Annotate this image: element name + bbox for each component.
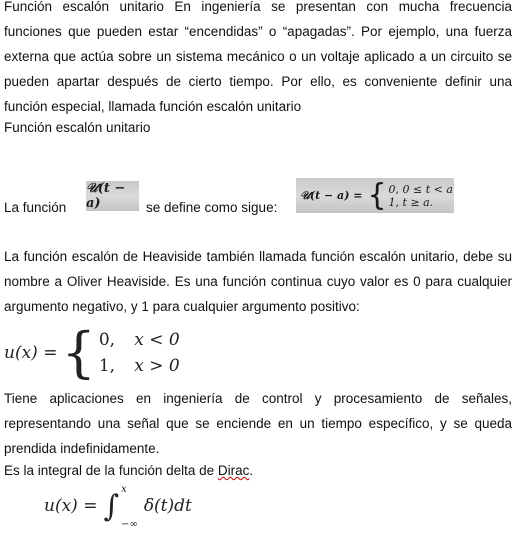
integral-limits (121, 484, 138, 530)
step-symbol-text: 𝒰(t − a) (86, 181, 126, 211)
section-heading: Función escalón unitario (4, 120, 151, 135)
heaviside-case-1 (99, 327, 180, 353)
applications-paragraph: Tiene aplicaciones en ingeniería de control y procesamiento de señales, representando una señal que se enciende en un tiempo específico, y se queda prendida indefinidamente. (4, 391, 512, 456)
definition-suffix: se define como sigue: (146, 200, 278, 215)
heaviside-lhs: u(x) = (4, 343, 58, 363)
definition-lhs: 𝒰(t − a) = (300, 188, 363, 202)
definition-case-2: 1, t ≥ a. (388, 195, 434, 209)
step-function-symbol-image (86, 181, 139, 211)
step-function-definition-image (296, 178, 454, 213)
dirac-line-text: Es la integral de la función delta de (4, 463, 218, 478)
dirac-line-end: . (249, 463, 254, 478)
intro-paragraph: Función escalón unitario En ingeniería se presentan con mucha frecuencia funciones que pueden estar “encendidas” o “apagadas”. Por ejemplo, una fuerza externa que actúa sobre un sistema mecánico o un voltaje aplicado a un circuito se pueden apartar después de cierto tiempo. Por ello, es conveniente definir una función especial, llamada función escalón unitario (4, 0, 512, 114)
integral-equation (44, 484, 192, 530)
definition-prefix: La función (4, 200, 67, 215)
integral-sign: ∫ (103, 488, 120, 524)
integral-lower-limit: −∞ (121, 519, 138, 530)
case-2-value: 1, (98, 356, 116, 376)
definition-brace: { (367, 177, 387, 213)
heaviside-cases (99, 327, 180, 379)
heaviside-equation (4, 321, 180, 384)
definition-cases (389, 183, 453, 209)
case-1-value: 0, (98, 330, 116, 350)
dirac-line (4, 461, 253, 481)
integrand: δ(t)dt (143, 496, 192, 516)
integral-upper-limit: x (121, 484, 127, 495)
heaviside-paragraph: La función escalón de Heaviside también llamada función escalón unitario, debe su nombre a Oliver Heaviside. Es una función continua cuyo valor es 0 para cualquier argumento negativo, y 1 para cualquier argumento positivo: (4, 249, 512, 314)
case-1-condition: x < 0 (134, 330, 180, 350)
dirac-name: Dirac (217, 463, 250, 478)
case-2-condition: x > 0 (134, 356, 180, 376)
definition-case-1: 0, 0 ≤ t < a (388, 182, 453, 196)
integral-lhs: u(x) = (44, 496, 98, 516)
heaviside-case-2 (99, 353, 180, 379)
heaviside-brace: { (61, 321, 96, 384)
